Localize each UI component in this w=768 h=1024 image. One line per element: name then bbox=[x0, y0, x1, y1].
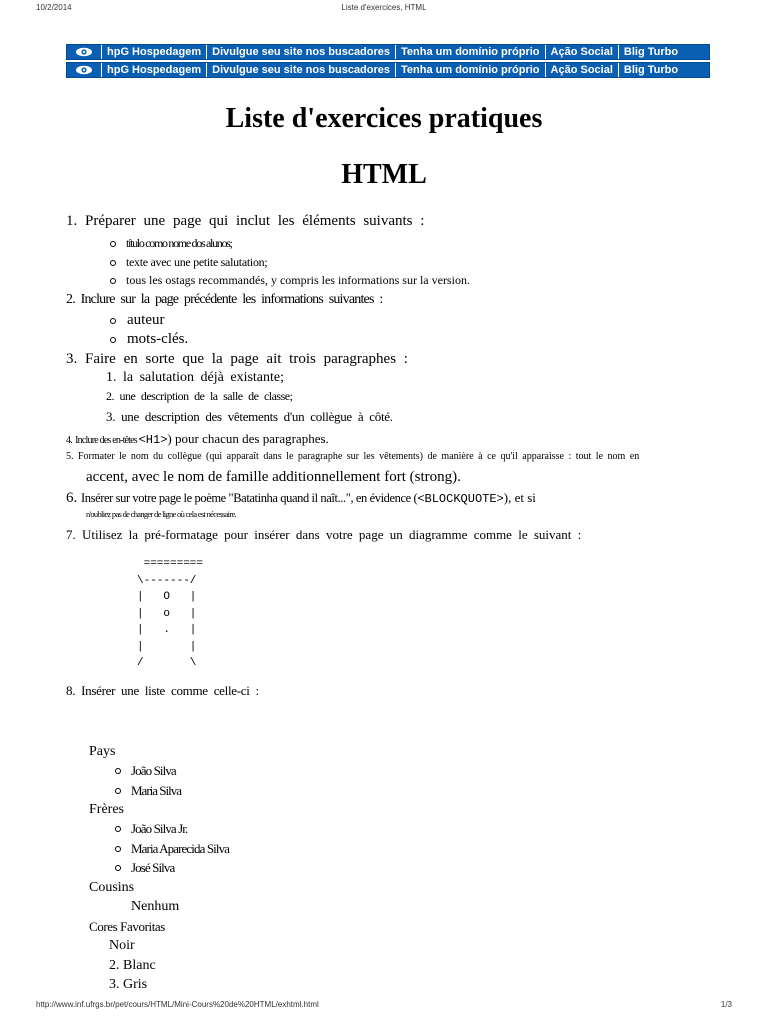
exercise-5-line-2: accent, avec le nom de famille additionnellement fort (strong). bbox=[86, 469, 461, 485]
list-item: Maria Aparecida Silva bbox=[131, 841, 230, 856]
exercise-1-text: Préparer une page qui inclut les éléments suivants : bbox=[85, 213, 425, 229]
list-label-cousins: Cousins bbox=[89, 880, 135, 895]
nav-link-dominio[interactable]: Tenha um domínio próprio bbox=[395, 45, 545, 59]
exercise-6-text-end: ), et si bbox=[503, 490, 536, 505]
exercise-4-code: <H1> bbox=[138, 433, 168, 447]
exercise-2-item: auteur bbox=[127, 312, 165, 328]
exercise-3-item bbox=[106, 389, 292, 404]
exercise-2-number: 2. bbox=[66, 292, 75, 307]
list-item bbox=[109, 958, 156, 974]
nav-link-divulgue[interactable]: Divulgue seu site nos buscadores bbox=[206, 63, 395, 77]
list-label-pays: Pays bbox=[89, 744, 116, 759]
bullet-icon bbox=[115, 865, 121, 871]
nav-link-blig-turbo[interactable]: Blig Turbo bbox=[618, 45, 683, 59]
exercise-4-number: 4. bbox=[66, 435, 72, 446]
exercise-1-item: tous les ostags recommandés, y compris les informations sur la version. bbox=[126, 273, 470, 287]
bullet-icon bbox=[110, 318, 116, 324]
nav-link-blig-turbo[interactable]: Blig Turbo bbox=[618, 63, 683, 77]
exercise-6 bbox=[66, 490, 536, 507]
exercise-4 bbox=[66, 431, 329, 447]
exercise-6-number: 6. bbox=[66, 490, 78, 506]
ascii-diagram: ========= \-------/ | O | | o | | . | | | / \ bbox=[137, 558, 204, 669]
exercise-2-text: Inclure sur la page précédente les informations suivantes : bbox=[80, 292, 383, 307]
nav-link-dominio[interactable]: Tenha um domínio próprio bbox=[395, 63, 545, 77]
print-url: http://www.inf.ufrgs.br/pet/cours/HTML/Mini-Cours%20de%20HTML/exhtml.html bbox=[36, 1000, 319, 1009]
page-title: Liste d'exercices pratiques bbox=[225, 103, 543, 134]
exercise-8 bbox=[66, 683, 259, 699]
exercise-3-item-text: une description de la salle de classe; bbox=[119, 389, 293, 403]
hpg-navbar-top bbox=[66, 44, 710, 60]
list-item-text: Blanc bbox=[123, 958, 156, 973]
list-item bbox=[109, 938, 135, 954]
nav-link-acao-social[interactable]: Ação Social bbox=[545, 45, 618, 59]
bullet-icon bbox=[115, 788, 121, 794]
bullet-icon bbox=[115, 846, 121, 852]
exercise-3-number: 3. bbox=[66, 351, 78, 367]
list-label-freres: Frères bbox=[89, 802, 124, 817]
exercise-3-item-text: la salutation déjà existante; bbox=[123, 370, 285, 385]
list-item: Maria Silva bbox=[131, 783, 182, 798]
exercise-3-item-text: une description des vêtements d'un collègue à côté. bbox=[121, 409, 393, 424]
exercise-1-item: título como nome dos alunos; bbox=[126, 236, 232, 250]
list-label-cores: Cores Favoritas bbox=[89, 919, 165, 934]
bullet-icon bbox=[110, 337, 116, 343]
nav-link-hospedagem[interactable]: hpG Hospedagem bbox=[101, 45, 206, 59]
list-item-number: 2. bbox=[109, 958, 120, 973]
list-item-number: 3. bbox=[109, 977, 120, 992]
exercise-3-item-number: 2. bbox=[106, 389, 114, 403]
list-item: João Silva Jr. bbox=[131, 821, 188, 836]
list-item-text: Noir bbox=[109, 938, 135, 953]
exercise-3-item bbox=[106, 370, 284, 386]
exercise-8-number: 8. bbox=[66, 683, 76, 698]
exercise-2 bbox=[66, 292, 382, 308]
bullet-icon bbox=[110, 278, 116, 284]
exercise-3-item-number: 1. bbox=[106, 370, 117, 385]
exercise-3 bbox=[66, 351, 408, 368]
exercise-3-item-number: 3. bbox=[106, 409, 116, 424]
print-page-number: 1/3 bbox=[720, 1000, 732, 1009]
nav-link-hospedagem[interactable]: hpG Hospedagem bbox=[101, 63, 206, 77]
print-footer bbox=[0, 1000, 768, 1012]
print-header bbox=[0, 3, 768, 15]
exercise-6-code: <BLOCKQUOTE> bbox=[417, 492, 504, 506]
list-item-text: Gris bbox=[123, 977, 148, 992]
page-subtitle: HTML bbox=[341, 159, 427, 190]
exercise-5 bbox=[66, 451, 639, 462]
nav-link-acao-social[interactable]: Ação Social bbox=[545, 63, 618, 77]
list-item: José Silva bbox=[131, 860, 175, 875]
list-item bbox=[109, 977, 147, 993]
eye-logo-icon[interactable] bbox=[67, 45, 101, 59]
exercise-3-text: Faire en sorte que la page ait trois paragraphes : bbox=[85, 351, 408, 367]
exercise-2-item: mots-clés. bbox=[127, 331, 189, 347]
hpg-navbar-bottom bbox=[66, 62, 710, 78]
exercise-4-text-end: ) pour chacun des paragraphes. bbox=[167, 431, 329, 446]
exercise-7 bbox=[66, 527, 581, 543]
bullet-icon bbox=[110, 241, 116, 247]
exercise-5-line-1: Formater le nom du collègue (qui apparaît dans le paragraphe sur les vêtements) de manière à ce qu'il apparaisse : tout le nom en bbox=[78, 451, 640, 462]
exercise-1 bbox=[66, 213, 424, 230]
eye-logo-icon[interactable] bbox=[67, 63, 101, 77]
exercise-1-number: 1. bbox=[66, 213, 78, 229]
exercise-5-number: 5. bbox=[66, 451, 74, 462]
exercise-7-number: 7. bbox=[66, 527, 76, 542]
exercise-3-item bbox=[106, 409, 393, 425]
exercise-8-text: Insérer une liste comme celle-ci : bbox=[81, 683, 259, 698]
list-item: João Silva bbox=[131, 763, 176, 778]
exercise-6-text-start: Insérer sur votre page le poème "Batatinha quand il naît...", en évidence ( bbox=[81, 491, 418, 505]
list-value-cousins: Nenhum bbox=[131, 899, 180, 914]
exercise-1-item: texte avec une petite salutation; bbox=[126, 255, 268, 269]
bullet-icon bbox=[115, 768, 121, 774]
bullet-icon bbox=[110, 260, 116, 266]
nav-link-divulgue[interactable]: Divulgue seu site nos buscadores bbox=[206, 45, 395, 59]
exercise-4-text-start: Inclure des en-têtes bbox=[75, 435, 139, 446]
exercise-7-text: Utilisez la pré-formatage pour insérer dans votre page un diagramme comme le suivant : bbox=[82, 527, 582, 542]
exercise-6-line-2: n'oubliez pas de changer de ligne où cela est nécessaire. bbox=[86, 509, 236, 519]
bullet-icon bbox=[115, 826, 121, 832]
print-title: Liste d'exercices, HTML bbox=[341, 3, 427, 12]
print-date: 10/2/2014 bbox=[36, 3, 72, 12]
